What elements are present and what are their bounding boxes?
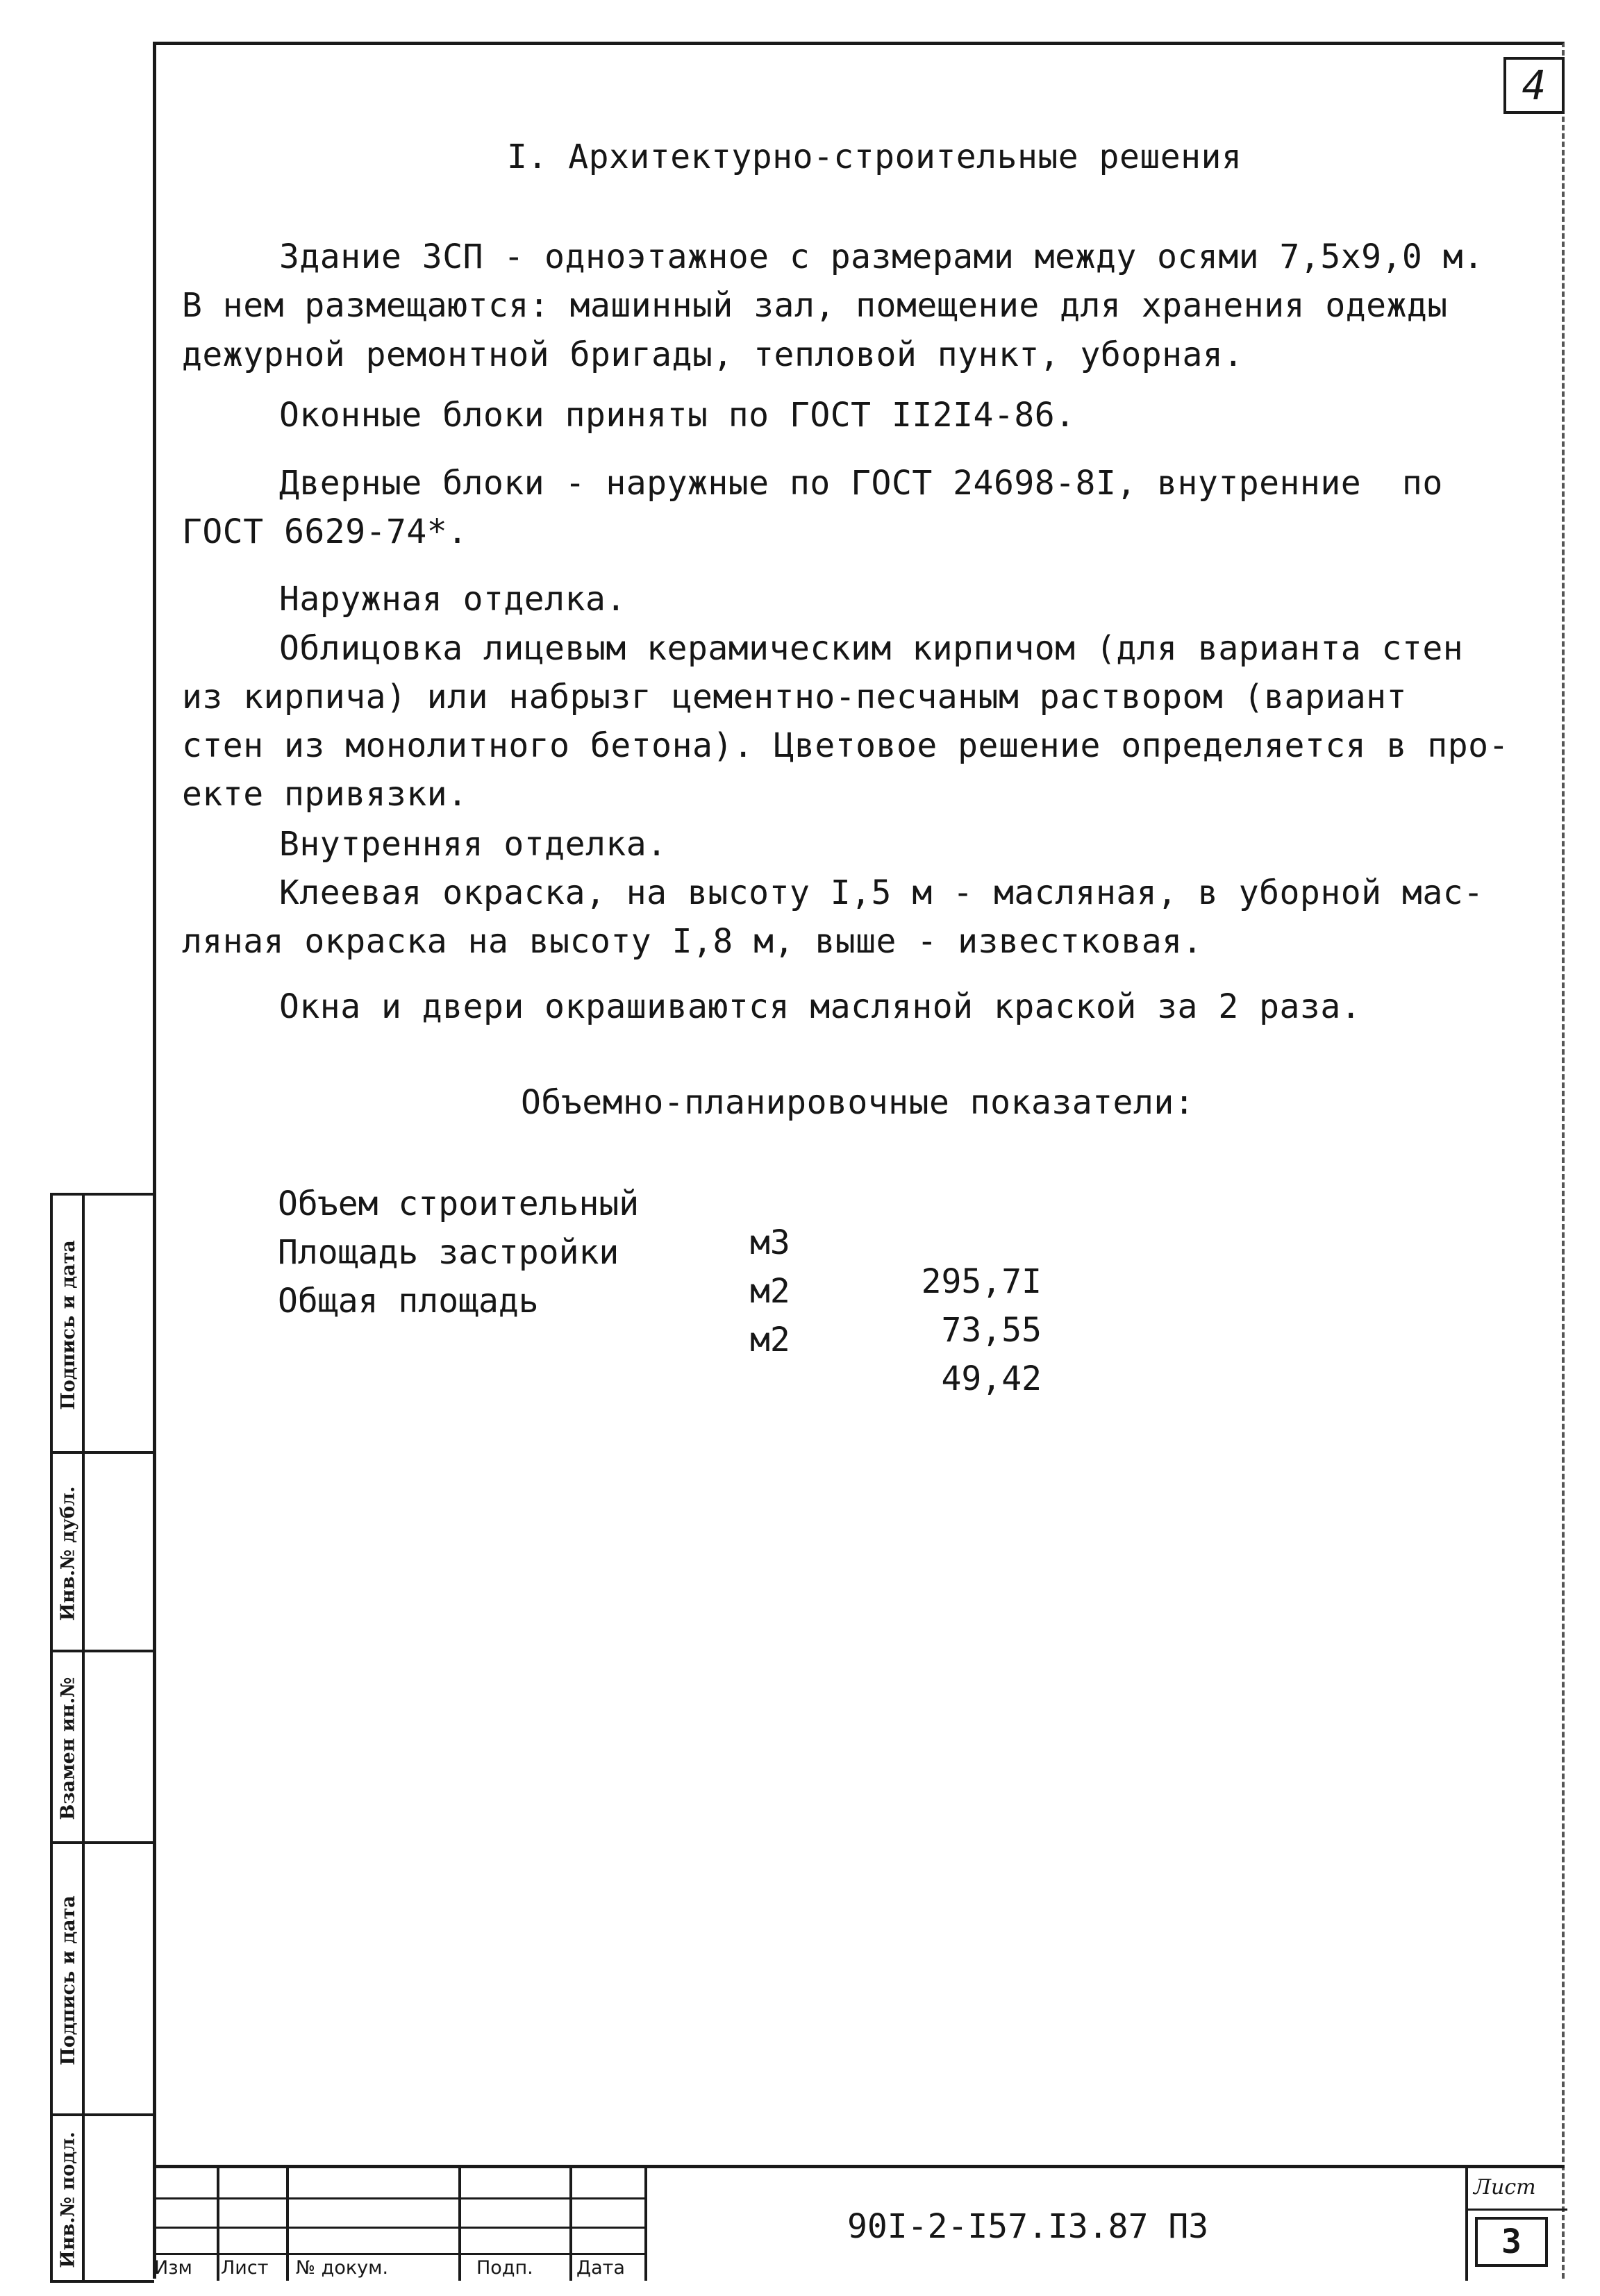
- body-line: из кирпича) или набрызг цементно-песчаным раствором (вариант: [182, 678, 1407, 717]
- side-stamp-label: Подпись и дата: [57, 1239, 79, 1410]
- side-stamp-label: Инв.№ подл.: [57, 2131, 79, 2268]
- indicator-unit: м2: [750, 1272, 790, 1311]
- body-line: Внутренняя отделка.: [279, 825, 667, 864]
- body-line: ГОСТ 6629-74*.: [182, 512, 468, 551]
- indicator-label: Площадь застройки: [278, 1233, 619, 1272]
- side-stamp-label: Подпись и дата: [57, 1895, 79, 2065]
- grid-line: [644, 2168, 647, 2281]
- revision-grid: [153, 2168, 647, 2281]
- body-line: ляная окраска на высоту I,8 м, выше - известковая.: [182, 922, 1203, 961]
- sheet-box-line: [1468, 2209, 1567, 2211]
- sheet-box: [1465, 2168, 1565, 2281]
- indicator-unit: м3: [750, 1223, 790, 1262]
- indicator-value: 295,7I: [921, 1262, 1042, 1301]
- title-block: [153, 2165, 1565, 2281]
- col-caption-signature: Подп.: [476, 2257, 533, 2279]
- body-line: Наружная отделка.: [279, 580, 626, 619]
- indicator-label: Общая площадь: [278, 1282, 539, 1321]
- indicator-value: 73,55: [941, 1311, 1042, 1350]
- col-caption-document: № докум.: [296, 2257, 389, 2279]
- document-code: 90I-2-I57.I3.87 ПЗ: [847, 2207, 1209, 2246]
- grid-line: [217, 2168, 219, 2281]
- col-caption-change: Изм: [154, 2257, 192, 2279]
- col-caption-sheet: Лист: [221, 2257, 269, 2279]
- grid-line: [458, 2168, 461, 2281]
- section-heading: I. Архитектурно-строительные решения: [507, 137, 1242, 176]
- body-line: Облицовка лицевым керамическим кирпичом (для варианта стен: [279, 629, 1464, 668]
- body-line: В нем размещаются: машинный зал, помещение для хранения одежды: [182, 286, 1448, 325]
- page-frame: [153, 42, 1565, 2279]
- side-stamp: [50, 1193, 154, 2283]
- side-stamp-label: Взамен ин.№: [57, 1677, 79, 1820]
- sheet-caption: Лист: [1474, 2175, 1536, 2199]
- body-line: Окна и двери окрашиваются масляной краской за 2 раза.: [279, 987, 1362, 1026]
- body-line: Дверные блоки - наружные по ГОСТ 24698-8I, внутренние по: [279, 464, 1443, 503]
- sheet-number: 3: [1475, 2217, 1548, 2267]
- body-line: дежурной ремонтной бригады, тепловой пункт, уборная.: [182, 335, 1244, 374]
- indicators-title: Объемно-планировочные показатели:: [521, 1083, 1195, 1122]
- grid-line: [153, 2227, 647, 2229]
- page-corner-number: 4: [1503, 57, 1565, 114]
- grid-line: [153, 2253, 647, 2255]
- body-line: Клеевая окраска, на высоту I,5 м - масляная, в уборной мас-: [279, 873, 1484, 912]
- indicator-unit: м2: [750, 1321, 790, 1359]
- grid-line: [153, 2197, 647, 2199]
- grid-line: [569, 2168, 572, 2281]
- indicator-label: Объем строительный: [278, 1184, 640, 1223]
- body-line: стен из монолитного бетона). Цветовое решение определяется в про-: [182, 726, 1509, 765]
- grid-line: [286, 2168, 289, 2281]
- body-line: Здание ЗСП - одноэтажное с размерами между осями 7,5х9,0 м.: [279, 237, 1484, 276]
- side-stamp-label: Инв.№ дубл.: [57, 1486, 79, 1620]
- indicator-value: 49,42: [941, 1359, 1042, 1398]
- body-line: екте привязки.: [182, 775, 468, 814]
- col-caption-date: Дата: [576, 2257, 625, 2279]
- body-line: Оконные блоки приняты по ГОСТ II2I4-86.: [279, 396, 1076, 435]
